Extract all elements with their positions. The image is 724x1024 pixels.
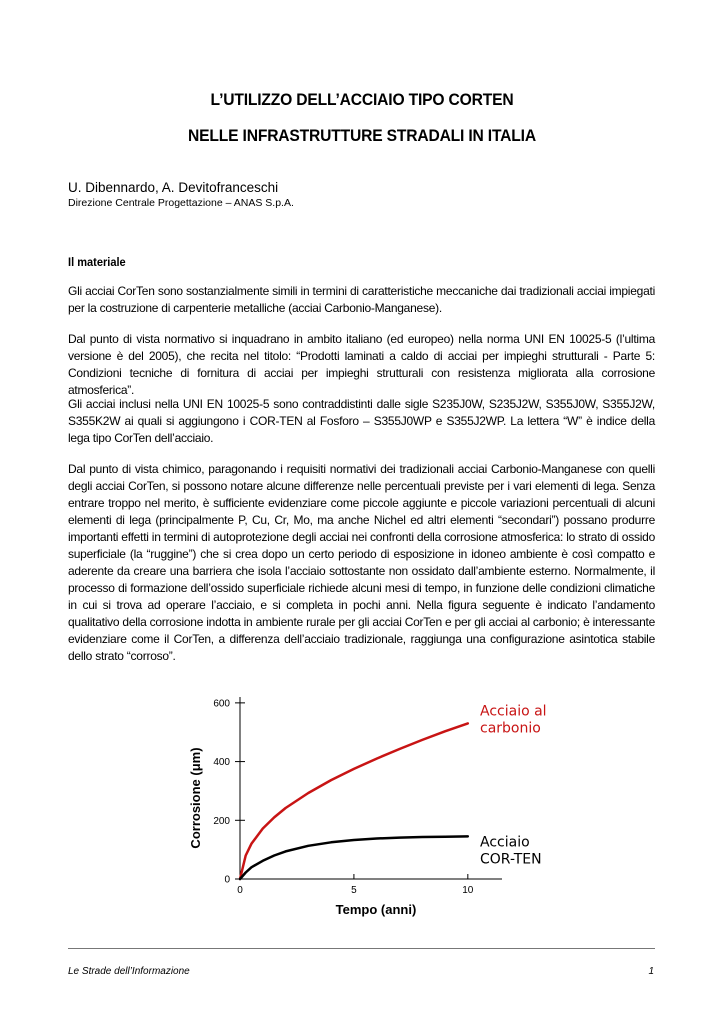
x-tick-label: 5 [351,885,357,896]
chart-labels [480,703,547,867]
title-line-1: L’UTILIZZO DELL’ACCIAIO TIPO CORTEN [210,90,514,109]
chart-series [240,723,468,879]
series-label-corten-line-1: Acciaio [480,834,530,851]
paragraph-2: Dal punto di vista normativo si inquadrano in ambito italiano (ed europeo) nella norma UNI EN 10025-5 (l’ultima versione è del 2005), che recita nel titolo: “Prodotti laminati a caldo di acciai per impieghi strutturali - Parte 5: Condizioni tecniche di fornitura di acciai per impieghi strutturali con resistenza migliorata alla corrosione atmosferica”. [68,332,655,397]
x-axis-title: Tempo (anni) [335,902,417,917]
y-tick-label: 0 [224,874,230,886]
y-axis-title: Corrosione (μm) [188,747,203,849]
chart-axes [188,697,502,917]
series-line-corten-steel [240,836,468,879]
y-tick-label: 400 [213,757,230,769]
x-tick-label: 10 [462,885,474,896]
series-label-carbon-line-2: carbonio [480,720,541,737]
footer-publication: Le Strade dell’Informazione [68,966,190,977]
paragraph-3: Gli acciai inclusi nella UNI EN 10025-5 sono contraddistinti dalle sigle S235J0W, S235J2W, S355J0W, S355J2W, S355K2W ai quali si aggiungono i COR-TEN al Fosforo – S355J0WP e S355J2WP. La lettera “W” è indice della lega tipo CorTen dell’acciaio. [68,397,655,445]
paragraph-1: Gli acciai CorTen sono sostanzialmente simili in termini di caratteristiche meccaniche dai tradizionali acciai impiegati per la costruzione di carpenterie metalliche (acciai Carbonio-Manganese). [68,284,655,315]
section-heading: Il materiale [68,255,126,269]
x-tick-label: 0 [237,885,243,896]
paragraph-4: Dal punto di vista chimico, paragonando i requisiti normativi dei tradizionali acciai Carbonio-Manganese con quelli degli acciai CorTen, si possono notare alcune differenze nelle percentuali previste per i vari elementi di lega. Senza entrare troppo nel merito, è sufficiente evidenziare come piccole aggiunte e piccole variazioni percentuali di alcuni elementi di lega (principalmente P, Cu, Cr, Mo, ma anche Nichel ed altri elementi “secondari”) possano produrre importanti effetti in termini di autoprotezione degli acciai nei confronti della corrosione atmosferica: lo strato di ossido superficiale (la “ruggine”) che si crea dopo un certo periodo di esposizione in idoneo ambiente è così compatto e aderente da creare una barriera che isola l’acciaio sottostante non ossidato dall’ambiente esterno. Normalmente, il processo di formazione dell’ossido superficiale richiede alcuni mesi di tempo, in funzione delle condizioni climatiche in cui si trova ad operare l’acciaio, e si completa in pochi anni. Nella figura seguente è indicato l’andamento qualitativo della corrosione indotta in ambiente rurale per gli acciai CorTen e per gli acciai al carbonio; è interessante evidenziare come il CorTen, a differenza dell’acciaio tradizionale, raggiunga una configurazione asintotica stabile dello strato “corroso”. [68,462,655,663]
y-tick-label: 600 [213,698,230,710]
authors: U. Dibennardo, A. Devitofranceschi [68,180,279,195]
y-tick-label: 200 [213,815,230,827]
series-label-carbon-line-1: Acciaio al [480,703,547,720]
page-number: 1 [648,966,654,977]
corrosion-chart [180,685,560,925]
title-line-2: NELLE INFRASTRUTTURE STRADALI IN ITALIA [188,126,536,145]
affiliation: Direzione Centrale Progettazione – ANAS S.p.A. [68,197,294,209]
series-label-corten-line-2: COR-TEN [480,851,542,868]
footer-divider [68,948,655,949]
